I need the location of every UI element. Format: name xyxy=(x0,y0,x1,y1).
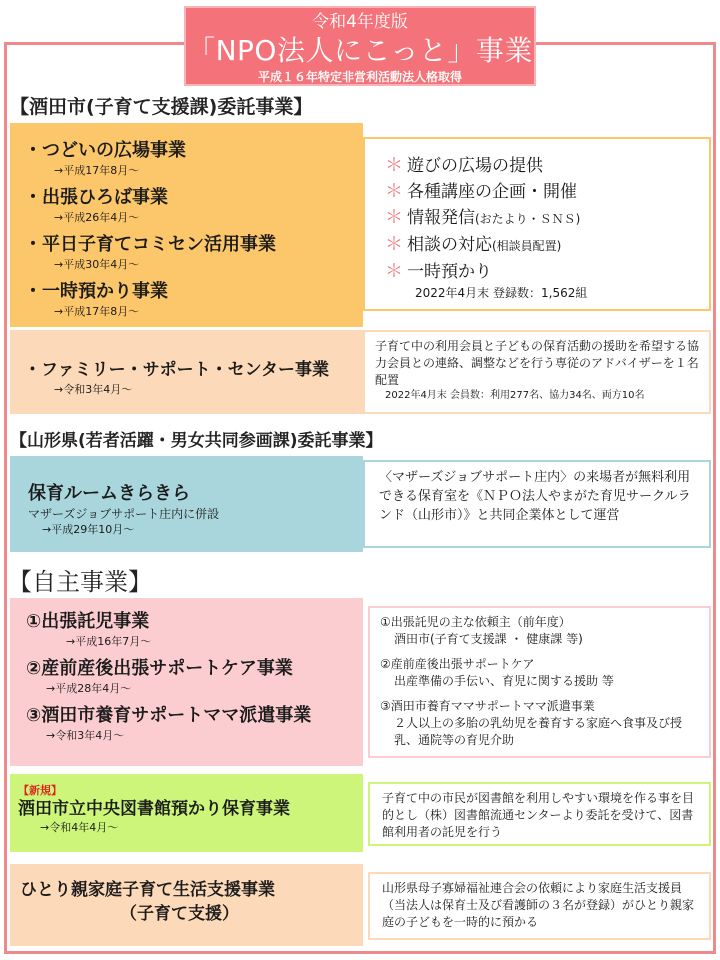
registration-count: 2022年4月末 登録数：1,562組 xyxy=(415,286,588,300)
service-item xyxy=(385,153,689,179)
kirakira-desc: 〈マザーズジョブサポート庄内〉の来場者が無料利用できる保育室を《ＮＰＯ法人やまがた育児サークルランド（山形市）》と共同企業体として運営 xyxy=(379,470,691,523)
title-banner xyxy=(184,6,536,86)
project-item xyxy=(26,704,363,743)
project-item xyxy=(24,358,363,397)
family-support-desc: 子育て中の利用会員と子どもの保育活動の援助を希望する協力会員との連絡、調整などを行う専従のアドバイザーを１名配置 xyxy=(375,339,700,387)
self-desc-item xyxy=(380,698,699,749)
library-desc-box xyxy=(368,782,711,846)
service-item xyxy=(385,205,689,232)
library-box xyxy=(10,774,363,852)
project-name: ・つどいの広場事業 xyxy=(24,140,186,161)
asterisk-icon: ＊ xyxy=(385,181,403,202)
asterisk-icon: ＊ xyxy=(385,207,403,228)
self-desc-head: ①出張託児の主な依頼主（前年度） xyxy=(380,615,571,629)
self-desc-body: ２人以上の多胎の乳幼児を養育する家庭へ食事及び授乳、通院等の育児介助 xyxy=(394,716,683,747)
self-desc-head: ②産前産後出張サポートケア xyxy=(380,657,535,671)
kirakira-desc-box xyxy=(363,460,711,548)
page-title: 「NPO法人にこっと」事業 xyxy=(187,34,533,67)
service-text: 情報発信 xyxy=(407,208,475,228)
service-note: (相談員配置) xyxy=(492,239,562,253)
kirakira-date: →平成29年10月～ xyxy=(42,523,135,536)
self-desc-item xyxy=(380,614,699,648)
library-date: →令和4年4月～ xyxy=(40,821,119,834)
project-name: ・平日子育てコミセン活用事業 xyxy=(24,234,276,255)
project-name: ①出張託児事業 xyxy=(26,611,150,632)
project-date: →平成17年8月～ xyxy=(54,164,140,177)
project-date: →令和3年4月～ xyxy=(54,383,133,396)
kirakira-box xyxy=(10,456,363,552)
single-parent-category: （子育て支援） xyxy=(120,904,239,924)
sakata-projects-box xyxy=(10,123,363,327)
service-item xyxy=(385,179,689,205)
project-date: →平成28年4月～ xyxy=(46,682,132,695)
title-subtitle: 平成１６年特定非営利活動法人格取得 xyxy=(257,70,462,84)
project-item xyxy=(26,610,363,649)
asterisk-icon: ＊ xyxy=(385,261,403,282)
section-heading-self: 【自主事業】 xyxy=(8,568,152,596)
kirakira-location: マザーズジョブサポート庄内に併設 xyxy=(28,507,220,521)
project-item xyxy=(24,233,363,272)
new-badge: 【新規】 xyxy=(18,784,62,797)
service-text: 一時預かり xyxy=(407,262,492,282)
section-heading-sakata: 【酒田市(子育て支援課)委託事業】 xyxy=(10,96,313,118)
self-desc-body: 出産準備の手伝い、育児に関する援助 等 xyxy=(394,674,614,688)
single-parent-name: ひとり親家庭子育て生活支援事業 xyxy=(20,880,275,900)
service-text: 遊びの広場の提供 xyxy=(407,156,543,176)
project-item xyxy=(26,657,363,696)
library-desc: 子育て中の市民が図書館を利用しやすい環境を作る事を目的とし（株）図書館流通センターより委託を受けて、図書館利用者の託児を行う xyxy=(382,791,695,839)
project-name: ・ファミリー・サポート・センター事業 xyxy=(24,360,329,380)
service-text: 相談の対応 xyxy=(407,235,492,255)
project-name: ③酒田市養育サポートママ派遣事業 xyxy=(26,705,312,726)
self-desc-item xyxy=(380,656,699,690)
project-name: ②産前産後出張サポートケア事業 xyxy=(26,658,293,679)
project-date: →平成16年7月～ xyxy=(66,635,152,648)
single-parent-desc-box xyxy=(368,872,711,940)
project-date: →平成30年4月～ xyxy=(54,258,140,271)
member-count: 2022年4月末 会員数：利用277名、協力34名、両方10名 xyxy=(385,390,645,401)
self-projects-box xyxy=(10,598,363,766)
project-date: →令和3年4月～ xyxy=(46,729,125,742)
asterisk-icon: ＊ xyxy=(385,234,403,255)
project-name: ・一時預かり事業 xyxy=(24,281,168,302)
project-date: →平成26年4月～ xyxy=(54,211,140,224)
self-desc-head: ③酒田市養育ママサポートママ派遣事業 xyxy=(380,699,595,713)
self-desc-body: 酒田市(子育て支援課 ・ 健康課 等) xyxy=(394,632,583,646)
library-name: 酒田市立中央図書館預かり保育事業 xyxy=(18,799,290,819)
project-item xyxy=(24,139,363,178)
project-item xyxy=(24,280,363,319)
self-desc-box xyxy=(368,606,711,758)
asterisk-icon: ＊ xyxy=(385,155,403,176)
section-heading-yamagata: 【山形県(若者活躍・男女共同参画課)委託事業】 xyxy=(10,431,383,451)
project-date: →平成17年8月～ xyxy=(54,305,140,318)
single-parent-box xyxy=(10,864,363,946)
kirakira-name: 保育ルームきらきら xyxy=(28,483,190,504)
family-support-box xyxy=(10,330,363,414)
project-name: ・出張ひろば事業 xyxy=(24,187,168,208)
edition-label: 令和4年度版 xyxy=(312,12,408,32)
service-item xyxy=(385,259,689,285)
single-parent-desc: 山形県母子寡婦福祉連合会の依頼により家庭生活支援員（当法人は保育士及び看護師の３名が登録）がひとり親家庭の子どもを一時的に預かる xyxy=(382,881,695,929)
service-note: (おたより・ＳＮＳ) xyxy=(475,212,581,226)
service-item xyxy=(385,232,689,259)
service-text: 各種講座の企画・開催 xyxy=(407,182,577,202)
sakata-services-box xyxy=(363,137,711,311)
project-item xyxy=(24,186,363,225)
family-support-desc-box xyxy=(363,330,711,414)
